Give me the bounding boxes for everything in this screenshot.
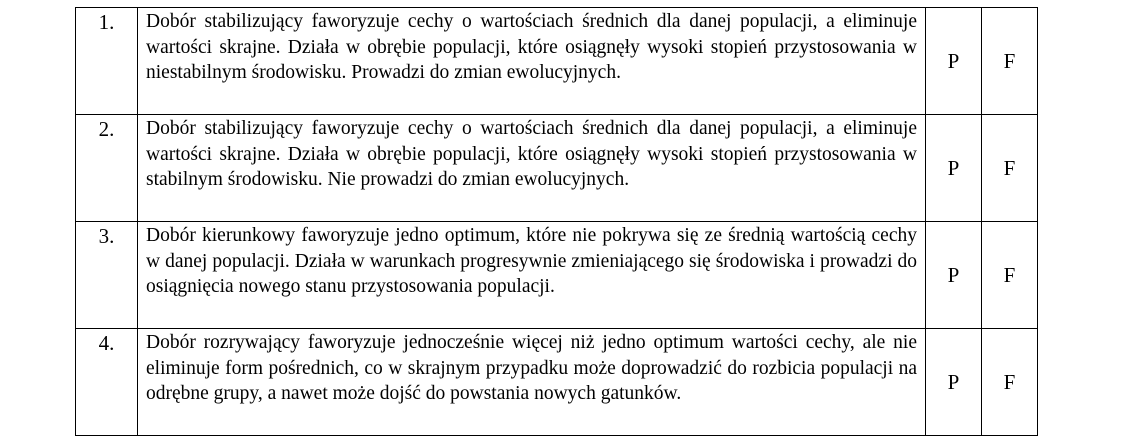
option-true-cell[interactable]: P bbox=[926, 222, 982, 329]
true-false-table bbox=[75, 7, 1038, 436]
statement-text: Dobór stabilizujący faworyzuje cechy o wartościach średnich dla danej populacji, a eliminuje wartości skrajne. Działa w obrębie populacji, które osiągnęły wysoki stopień przystosowania w stabilnym środowisku. Nie prowadzi do zmian ewolucyjnych. bbox=[138, 115, 926, 222]
statement-text: Dobór kierunkowy faworyzuje jedno optimum, które nie pokrywa się ze średnią wartością cechy w danej populacji. Działa w warunkach progresywnie zmieniającego się środowiska i prowadzi do osiągnięcia nowego stanu przystosowania populacji. bbox=[138, 222, 926, 329]
table-row bbox=[76, 8, 1038, 115]
statement-number: 1. bbox=[76, 8, 138, 115]
option-true-cell[interactable]: P bbox=[926, 115, 982, 222]
statement-number: 2. bbox=[76, 115, 138, 222]
statement-number: 4. bbox=[76, 329, 138, 436]
table-row bbox=[76, 115, 1038, 222]
table-row bbox=[76, 222, 1038, 329]
option-false-cell[interactable]: F bbox=[982, 8, 1038, 115]
option-true-cell[interactable]: P bbox=[926, 8, 982, 115]
table-row bbox=[76, 329, 1038, 436]
statement-number: 3. bbox=[76, 222, 138, 329]
option-true-cell[interactable]: P bbox=[926, 329, 982, 436]
option-false-cell[interactable]: F bbox=[982, 222, 1038, 329]
statement-text: Dobór stabilizujący faworyzuje cechy o wartościach średnich dla danej populacji, a eliminuje wartości skrajne. Działa w obrębie populacji, które osiągnęły wysoki stopień przystosowania w niestabilnym środowisku. Prowadzi do zmian ewolucyjnych. bbox=[138, 8, 926, 115]
option-false-cell[interactable]: F bbox=[982, 329, 1038, 436]
statement-text: Dobór rozrywający faworyzuje jednocześnie więcej niż jedno optimum wartości cechy, ale nie eliminuje form pośrednich, co w skrajnym przypadku może doprowadzić do rozbicia populacji na odrębne grupy, a nawet może dojść do powstania nowych gatunków. bbox=[138, 329, 926, 436]
option-false-cell[interactable]: F bbox=[982, 115, 1038, 222]
